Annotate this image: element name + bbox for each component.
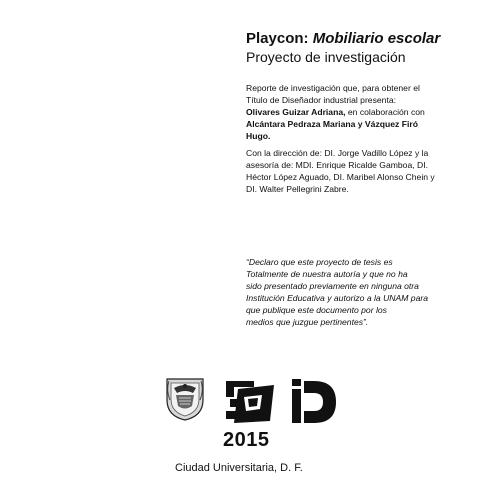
direction-line-2: asesoría de: MDI. Enrique Ricalde Gamboa, DI. [246,160,428,170]
declaration-line-2: Totalmente de nuestra autoría y que no ha [246,269,408,279]
declaration-paragraph [246,256,482,328]
coauthors-line-2: Hugo. [246,131,271,141]
direction-paragraph [246,147,482,195]
report-line-3 [246,106,482,118]
place-label: Ciudad Universitaria, D. F. [175,462,303,474]
report-paragraph [246,82,482,142]
direction-line-1: Con la dirección de: DI. Jorge Vadillo López y la [246,148,429,158]
year-label: 2015 [223,429,270,451]
title-main: Mobiliario escolar [312,30,441,47]
unam-seal-icon [163,376,207,422]
direction-line-4: DI. Walter Pellegrini Zabre. [246,184,349,194]
document-title [246,29,440,48]
declaration-line-3: sido presentado previamente en ninguna otra [246,281,419,291]
declaration-line-4: Institución Educativa y autorizo a la UNAM para [246,293,428,303]
coauthors-line-1: Alcántara Pedraza Mariana y Vázquez Firó [246,119,418,129]
report-line-1: Reporte de investigación que, para obtener el [246,83,420,93]
document-subtitle: Proyecto de investigación [246,49,406,65]
industrial-design-logo-icon [290,379,338,425]
author-name: Olivares Guizar Adriana, [246,107,346,117]
declaration-line-5: que publique este documento por los [246,305,387,315]
direction-line-3: Héctor López Aguado, DI. Maribel Alonso Chein y [246,172,435,182]
title-prefix: Playcon: [246,30,309,47]
report-line-2: Título de Diseñador industrial presenta: [246,95,396,105]
faculty-logo-icon [224,377,276,425]
declaration-line-1: “Declaro que este proyecto de tesis es [246,257,393,267]
collab-text: en colaboración con [345,107,425,117]
declaration-line-6: medios que juzgue pertinentes”. [246,317,369,327]
